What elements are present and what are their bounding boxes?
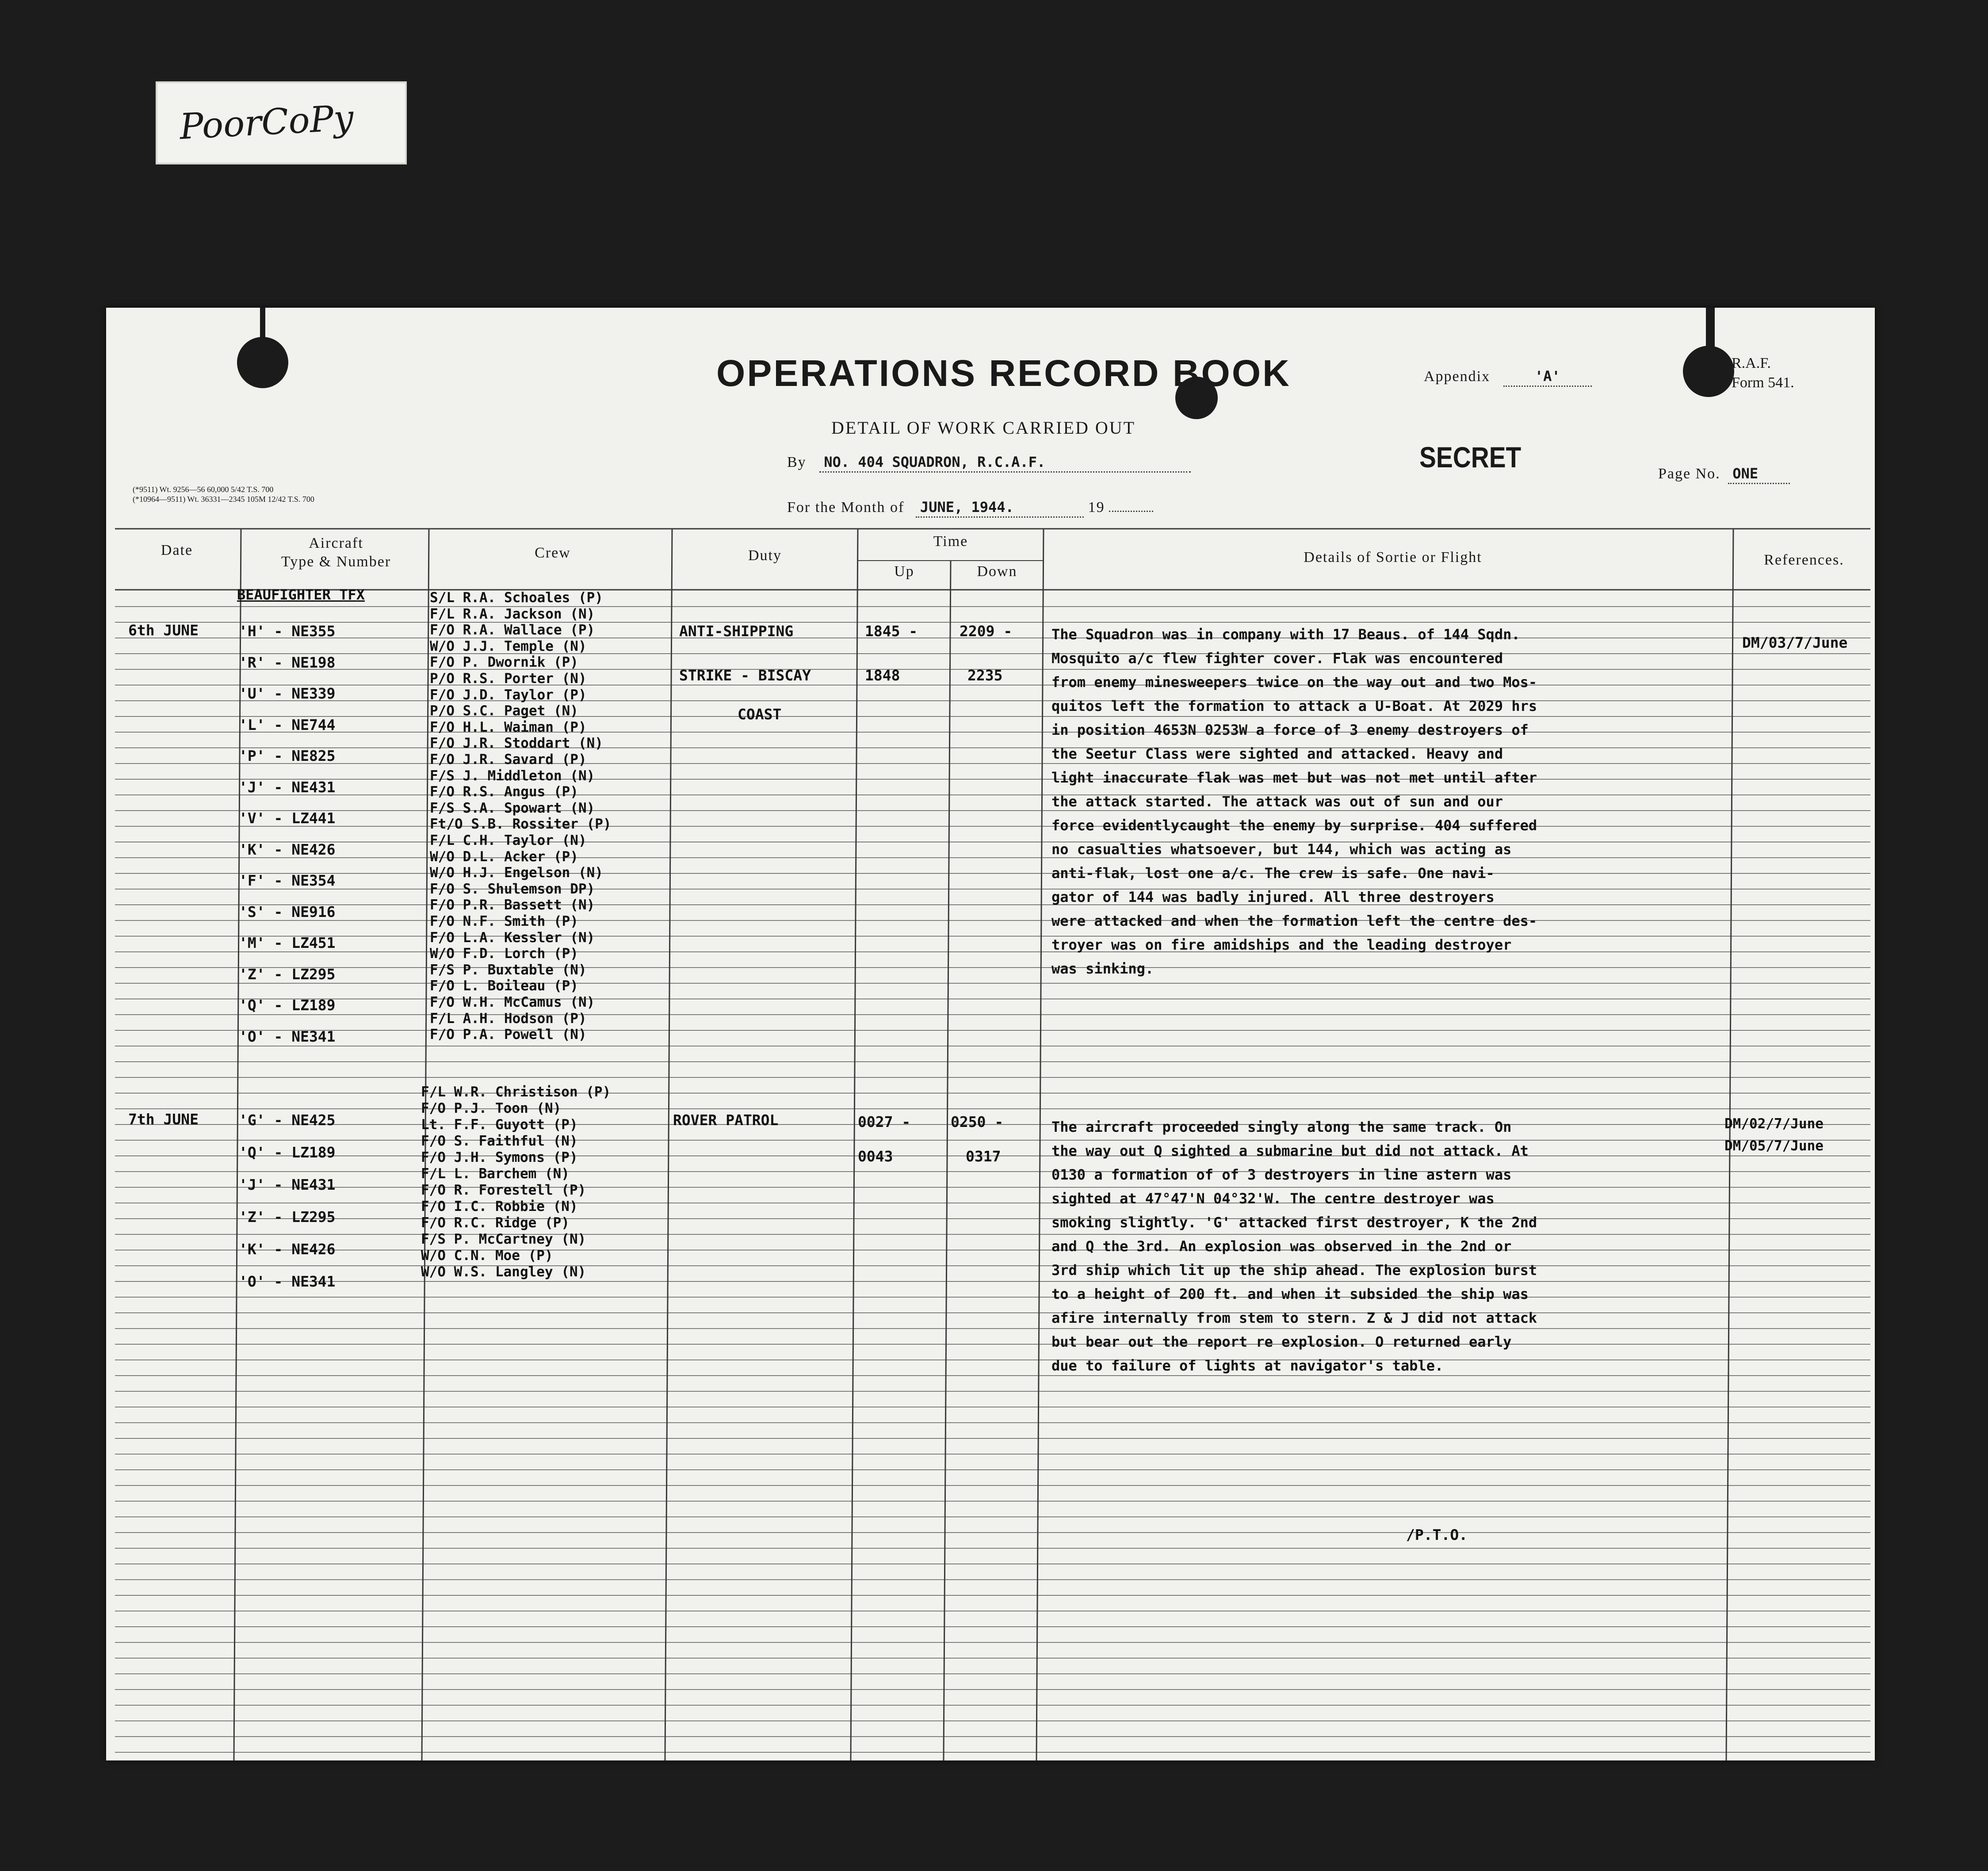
column-header-date: Date [161,542,193,558]
crew-member: F/S P. McCartney (N) [421,1231,586,1247]
column-header-aircraft [243,534,429,571]
details-line: anti-flak, lost one a/c. The crew is safe. One navi- [1051,865,1495,882]
aircraft-entry: 'V' - LZ441 [239,809,336,827]
crew-member: F/O I.C. Robbie (N) [421,1199,578,1214]
details-line: no casualties whatsoever, but 144, which was acting as [1051,841,1512,858]
crew-member: F/O J.R. Stoddart (N) [430,735,603,752]
print-code-1: (*9511) Wt. 9256—56 60,000 5/42 T.S. 700 [133,485,274,494]
column-header-aircraft-line1: Aircraft [309,535,363,551]
print-code-2: (*10964—9511) Wt. 36331—2345 105M 12/42 T.S. 700 [133,495,314,504]
crew-member: F/O J.H. Symons (P) [421,1149,578,1165]
june6-time-down-2: 2235 [967,667,1003,684]
aircraft-entry: 'S' - NE916 [239,903,336,920]
crew-member: F/O R. Forestell (P) [421,1182,586,1198]
crew-member: S/L R.A. Schoales (P) [430,590,603,606]
details-line: from enemy minesweepers twice on the way out and two Mos- [1051,674,1537,691]
aircraft-entry: 'Z' - LZ295 [239,965,336,983]
details-line: to a height of 200 ft. and when it subsided the ship was [1051,1286,1529,1302]
form-number-label: Form 541. [1732,374,1794,391]
crew-member: F/O L. Boileau (P) [430,978,578,994]
crew-member: W/O C.N. Moe (P) [421,1248,553,1264]
june6-time-up-1: 1845 - [865,622,918,640]
details-line: were attacked and when the formation left the centre des- [1051,913,1537,929]
details-line: quitos left the formation to attack a U-Boat. At 2029 hrs [1051,698,1537,714]
crew-member: F/O N.F. Smith (P) [430,913,578,929]
column-rule [1036,529,1044,1760]
crew-member: P/O R.S. Porter (N) [430,671,587,687]
form-subtitle: DETAIL OF WORK CARRIED OUT [831,418,1136,438]
crew-member: F/O S. Shulemson DP) [430,881,595,897]
form-title: OPERATIONS RECORD BOOK [716,352,1291,394]
form-sheet [106,308,1875,1760]
column-header-references: References. [1764,552,1844,568]
duty-anti-shipping: ANTI-SHIPPING [679,622,794,640]
crew-member: W/O J.J. Temple (N) [430,638,587,654]
squadron-value: NO. 404 SQUADRON, R.C.A.F. [819,454,1191,473]
secret-stamp: SECRET [1419,441,1522,473]
column-rule [665,529,672,1760]
month-value: JUNE, 1944. [916,499,1084,518]
handwritten-label-card [156,81,407,164]
crew-member: F/O J.R. Savard (P) [430,752,587,767]
aircraft-entry: 'P' - NE825 [239,747,336,764]
column-rule [851,529,858,1760]
duty-strike-biscay: STRIKE - BISCAY [679,667,811,684]
crew-member: F/O R.S. Angus (P) [430,784,578,800]
details-line: sighted at 47°47'N 04°32'W. The centre destroyer was [1051,1190,1495,1207]
details-line: 3rd ship which lit up the ship ahead. The explosion burst [1051,1262,1537,1279]
crew-member: F/O R.C. Ridge (P) [421,1215,570,1231]
column-header-details: Details of Sortie or Flight [1304,549,1482,565]
aircraft-entry: 'K' - NE426 [239,1241,336,1258]
details-line: and Q the 3rd. An explosion was observed in the 2nd or [1051,1238,1512,1255]
date-7th-june: 7th JUNE [128,1111,199,1128]
aircraft-entry: 'Q' - LZ189 [239,1144,336,1161]
crew-member: F/S S.A. Spowart (N) [430,800,595,816]
column-header-aircraft-line2: Type & Number [281,554,391,570]
crew-member: F/S J. Middleton (N) [430,767,595,784]
column-header-up: Up [894,563,914,580]
crew-member: F/O P.R. Bassett (N) [430,897,595,913]
aircraft-entry: 'G' - NE425 [239,1111,336,1129]
table-ruling [106,308,1875,1760]
crew-member: W/O H.J. Engelson (N) [430,865,603,881]
aircraft-entry: 'J' - NE431 [239,778,336,796]
aircraft-entry: 'M' - LZ451 [239,934,336,951]
details-line: the Seetur Class were sighted and attacked. Heavy and [1051,745,1503,762]
crew-member: Lt. F.F. Guyott (P) [421,1117,578,1133]
details-line: the attack started. The attack was out of sun and our [1051,793,1503,810]
june7-time-up-1: 0027 - [858,1113,911,1130]
column-rule [944,561,951,1760]
crew-member: F/O W.H. McCamus (N) [430,994,595,1010]
appendix-label: Appendix [1424,368,1491,385]
crew-member: Ft/O S.B. Rossiter (P) [430,816,612,832]
june7-time-down-1: 0250 - [951,1113,1004,1130]
details-line: in position 4653N 0253W a force of 3 enemy destroyers of [1051,722,1529,738]
aircraft-entry: 'F' - NE354 [239,872,336,889]
details-line: gator of 144 was badly injured. All three destroyers [1051,889,1495,905]
column-header-crew: Crew [535,545,571,561]
crew-member: F/L C.H. Taylor (N) [430,832,587,848]
crew-member: F/O J.D. Taylor (P) [430,687,587,703]
crew-member: W/O W.S. Langley (N) [421,1264,586,1280]
crew-member: P/O S.C. Paget (N) [430,703,578,719]
details-line: Mosquito a/c flew fighter cover. Flak was encountered [1051,650,1503,667]
aircraft-entry: 'U' - NE339 [239,685,336,702]
page-label: Page No. [1658,466,1720,482]
details-line: light inaccurate flak was met but was not met until after [1051,769,1537,786]
aircraft-entry: 'J' - NE431 [239,1176,336,1193]
details-line: The Squadron was in company with 17 Beaus. of 144 Sqdn. [1051,626,1520,643]
details-line: due to failure of lights at navigator's table. [1051,1357,1444,1374]
aircraft-entry: 'O' - NE341 [239,1027,336,1045]
duty-coast: COAST [738,706,782,723]
june7-reference-1: DM/02/7/June [1724,1116,1824,1132]
june6-time-up-2: 1848 [865,667,900,684]
crew-member: F/S P. Buxtable (N) [430,962,587,978]
details-line: troyer was on fire amidships and the leading destroyer [1051,936,1512,953]
duty-rover-patrol: ROVER PATROL [673,1111,779,1129]
crew-member: F/L L. Barchem (N) [421,1166,570,1182]
june6-sortie-details [1051,622,1537,981]
crew-member: W/O F.D. Lorch (P) [430,946,578,962]
by-label: By [787,454,807,470]
pto-note: /P.T.O. [1406,1526,1468,1543]
june6-reference: DM/03/7/June [1742,634,1848,651]
crew-member: F/O P. Dwornik (P) [430,654,578,671]
column-header-duty: Duty [748,547,782,564]
aircraft-type: BEAUFIGHTER TFX [237,586,365,603]
details-line: force evidentlycaught the enemy by surprise. 404 suffered [1051,817,1537,834]
june6-time-down-1: 2209 - [960,622,1013,640]
june7-time-down-2: 0317 [966,1148,1001,1165]
details-line: the way out Q sighted a submarine but did not attack. At [1051,1142,1529,1159]
june7-time-up-2: 0043 [858,1148,893,1165]
crew-member: F/L A.H. Hodson (P) [430,1010,587,1027]
details-line: 0130 a formation of of 3 destroyers in line astern was [1051,1166,1512,1183]
raf-label: R.A.F. [1732,355,1771,371]
column-header-time: Time [933,533,968,550]
aircraft-entry: 'O' - NE341 [239,1273,336,1290]
crew-member: F/O L.A. Kessler (N) [430,929,595,946]
crew-member: F/L W.R. Christison (P) [421,1084,611,1100]
aircraft-entry: 'Z' - LZ295 [239,1208,336,1226]
aircraft-entry: 'H' - NE355 [239,622,336,640]
page-value: ONE [1728,465,1790,484]
details-line: The aircraft proceeded singly along the same track. On [1051,1119,1512,1135]
details-line: but bear out the report re explosion. O returned early [1051,1333,1512,1350]
crew-member: F/O P.A. Powell (N) [430,1027,587,1043]
crew-member: F/O S. Faithful (N) [421,1133,578,1149]
label-card-text: PoorCoPy [178,97,355,148]
date-6th-june: 6th JUNE [128,622,199,639]
crew-member: W/O D.L. Acker (P) [430,848,578,865]
aircraft-entry: 'K' - NE426 [239,840,336,858]
crew-member: F/O H.L. Waiman (P) [430,719,587,735]
june7-sortie-details [1051,1115,1537,1378]
crew-member: F/O R.A. Wallace (P) [430,622,595,638]
crew-member: F/O P.J. Toon (N) [421,1100,562,1116]
aircraft-entry: 'R' - NE198 [239,653,336,671]
month-label: For the Month of [787,499,905,515]
aircraft-entry: 'Q' - LZ189 [239,997,336,1014]
aircraft-entry: 'L' - NE744 [239,716,336,733]
june7-reference-2: DM/05/7/June [1724,1138,1824,1154]
crew-member: F/L R.A. Jackson (N) [430,606,595,622]
appendix-value: 'A' [1503,368,1592,387]
column-header-down: Down [977,563,1017,580]
year-suffix: 19 [1088,499,1105,515]
details-line: smoking slightly. 'G' attacked first destroyer, K the 2nd [1051,1214,1537,1231]
details-line: was sinking. [1051,960,1154,977]
details-line: afire internally from stem to stern. Z & J did not attack [1051,1310,1537,1326]
